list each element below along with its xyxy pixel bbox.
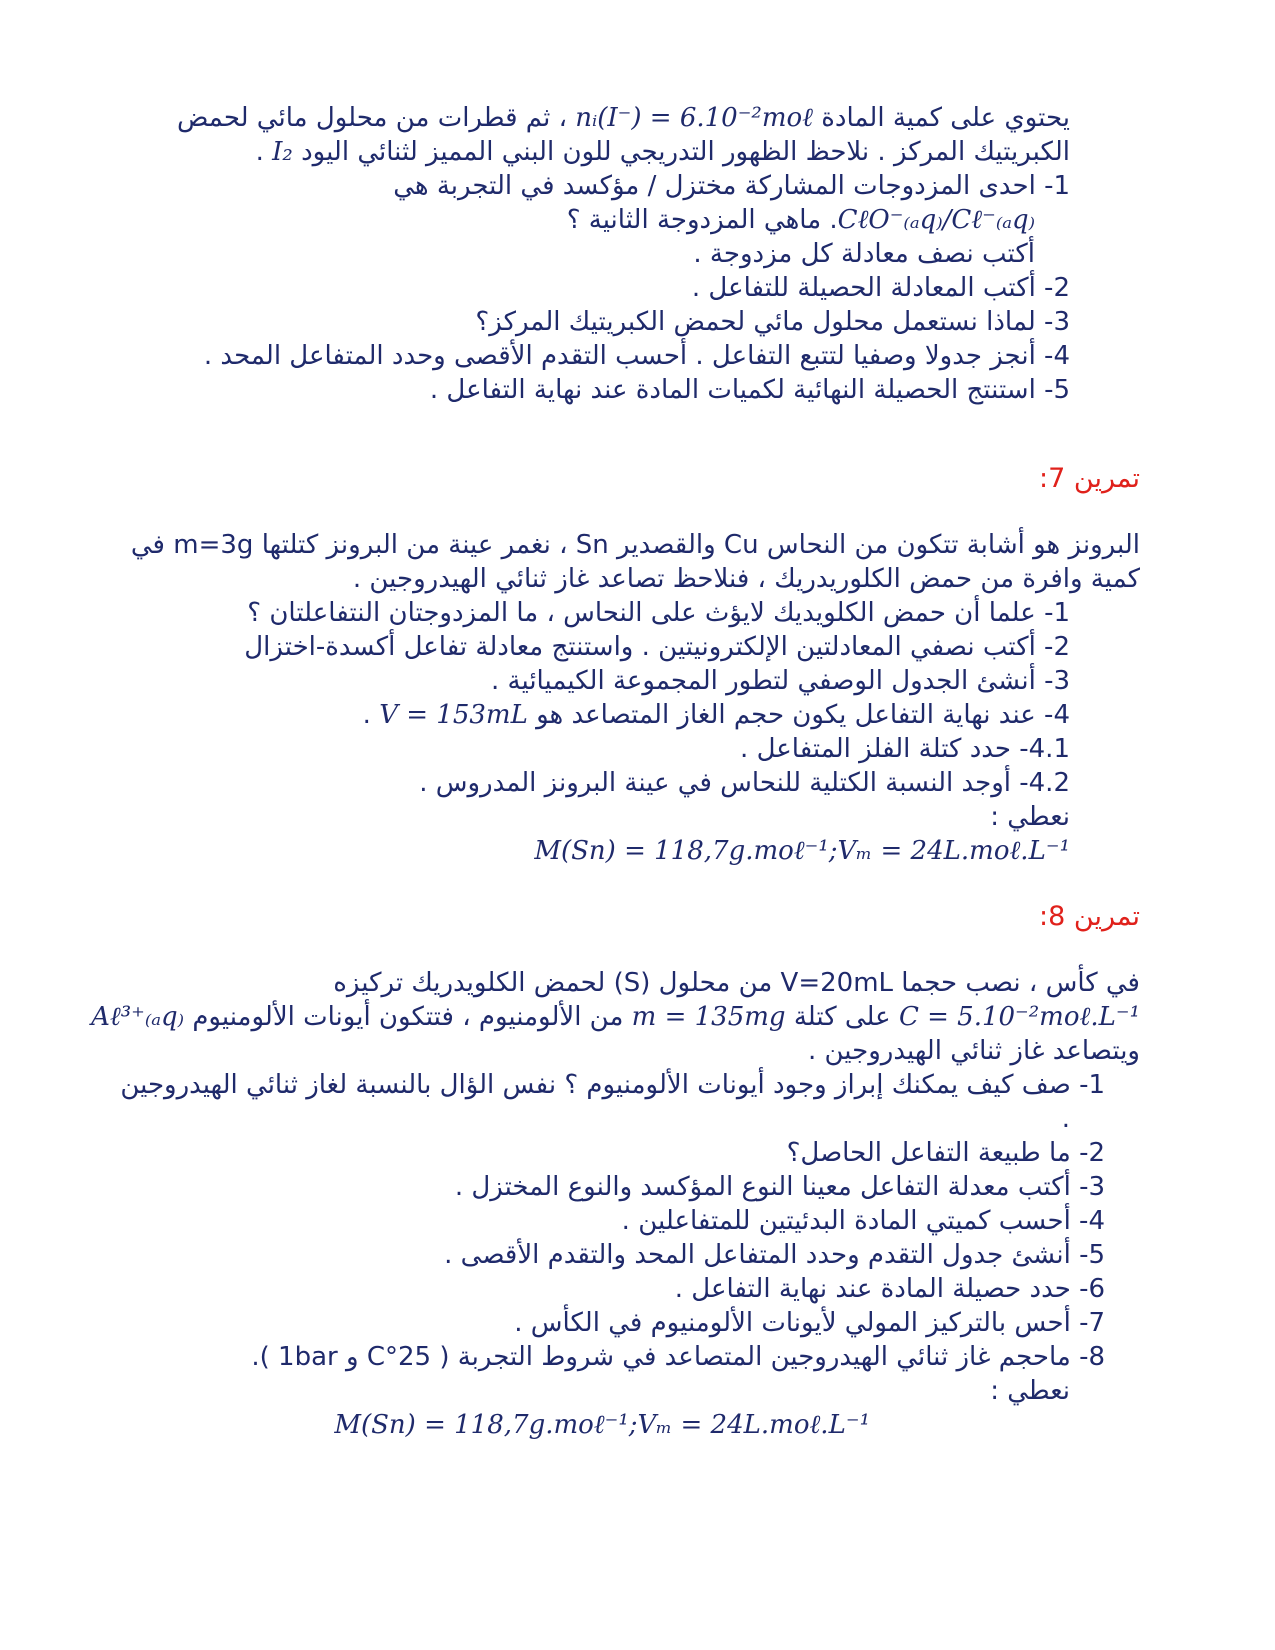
math-mass: m = 135mg xyxy=(631,1002,786,1032)
math-ex7-data: M(Sn) = 118,7g.moℓ⁻¹;Vₘ = 24L.moℓ.L⁻¹ xyxy=(534,836,1070,866)
ex8-given-line xyxy=(85,1408,1140,1442)
intro-q1-couple xyxy=(120,203,1070,237)
math-couple: CℓO⁻₍ₐq₎/Cℓ⁻₍ₐq₎ xyxy=(837,205,1035,235)
ex8-q4: 4- أحسب كميتي المادة البدئيتين للمتفاعلين . xyxy=(621,1206,1105,1236)
ex8-line-2 xyxy=(85,1000,1140,1034)
intro-text-couple: . ماهي المزدوجة الثانية ؟ xyxy=(566,205,838,235)
math-concentration: C = 5.10⁻²moℓ.L⁻¹ xyxy=(898,1002,1140,1032)
intro-q3: 3- لماذا نستعمل محلول مائي لحمض الكبريتيك المركز؟ xyxy=(475,307,1070,337)
intro-q4: 4- أنجز جدولا وصفيا لتتبع التفاعل . أحسب التقدم الأقصى وحدد المتفاعل المحد . xyxy=(203,341,1070,371)
math-ex8-data: M(Sn) = 118,7g.moℓ⁻¹;Vₘ = 24L.moℓ.L⁻¹ xyxy=(334,1410,870,1440)
ex8-q2: 2- ما طبيعة التفاعل الحاصل؟ xyxy=(786,1138,1105,1168)
ex8-q1: 1- صف كيف يمكنك إبراز وجود أيونات الألومنيوم ؟ نفس الؤال بالنسبة لغاز ثنائي الهيدروجين xyxy=(120,1070,1105,1100)
ex8-q6: 6- حدد حصيلة المادة عند نهاية التفاعل . xyxy=(674,1274,1105,1304)
ex7-q4-text: 4- عند نهاية التفاعل يكون حجم الغاز المتصاعد هو xyxy=(536,700,1070,730)
math-i2: I₂ xyxy=(272,137,293,167)
ex7-q42: 4.2- أوجد النسبة الكتلية للنحاس في عينة البرونز المدروس . xyxy=(419,768,1070,798)
ex8-given-label: نعطي : xyxy=(990,1376,1070,1406)
intro-line-1 xyxy=(120,101,1070,135)
ex8-q1-dot: . xyxy=(1061,1104,1070,1134)
ex7-q3: 3- أنشئ الجدول الوصفي لتطور المجموعة الكيميائية . xyxy=(491,666,1070,696)
ex8-q8: 8- ماحجم غاز ثنائي الهيدروجين المتصاعد في شروط التجربة ( 25°C و 1bar ). xyxy=(251,1342,1105,1372)
math-ni: nᵢ(I⁻) = 6.10⁻²moℓ xyxy=(575,103,813,133)
ex8-text-mass: على كتلة xyxy=(793,1002,891,1032)
intro-q1: 1- احدى المزدوجات المشاركة مختزل / مؤكسد في التجربة هي xyxy=(393,171,1070,201)
intro-text-2: الكبريتيك المركز . نلاحظ الظهور التدريجي للون البني المميز لثنائي اليود xyxy=(301,137,1070,167)
ex7-given-line xyxy=(100,834,1140,868)
exercise-8-heading xyxy=(100,900,1140,934)
ex8-text-al: من الألومنيوم ، فتتكون أيونات الألومنيوم xyxy=(192,1002,624,1032)
ex8-line-1: في كأس ، نصب حجما V=20mL من محلول (S) لحمض الكلويدريك تركيزه xyxy=(333,968,1140,998)
ex7-q41: 4.1- حدد كتلة الفلز المتفاعل . xyxy=(740,734,1070,764)
ex8-line-3: ويتصاعد غاز ثنائي الهيدروجين . xyxy=(807,1036,1140,1066)
exercise-7-title: تمرين 7: xyxy=(1039,463,1140,494)
exercise-7-section xyxy=(100,528,1140,868)
ex7-q2: 2- أكتب نصفي المعادلتين الإلكترونيتين . واستنتج معادلة تفاعل أكسدة-اختزال xyxy=(244,632,1070,662)
ex7-given-label: نعطي : xyxy=(990,802,1070,832)
intro-section xyxy=(120,101,1070,407)
exercise-7-heading xyxy=(100,462,1140,496)
intro-line-2: الكبريتيك المركز . نلاحظ الظهور التدريجي للون البني المميز لثنائي اليود I₂ . xyxy=(255,137,1070,167)
intro-q1b: أكتب نصف معادلة كل مزدوجة . xyxy=(693,239,1035,269)
intro-q5: 5- استنتج الحصيلة النهائية لكميات المادة عند نهاية التفاعل . xyxy=(429,375,1070,405)
ex7-line-1: البرونز هو أشابة تتكون من النحاس Cu والقصدير Sn ، نغمر عينة من البرونز كتلتها m=3g في xyxy=(130,530,1140,560)
ex7-line-2: كمية وافرة من حمض الكلوريدريك ، فنلاحظ تصاعد غاز ثنائي الهيدروجين . xyxy=(352,564,1140,594)
ex7-q4: 4- عند نهاية التفاعل يكون حجم الغاز المتصاعد هو V = 153mL . xyxy=(362,700,1070,730)
exercise-8-title: تمرين 8: xyxy=(1039,901,1140,932)
intro-text-1a: يحتوي على كمية المادة xyxy=(821,103,1070,133)
ex7-q1: 1- علما أن حمض الكلويديك لايؤث على النحاس ، ما المزدوجتان النتفاعلتان ؟ xyxy=(247,598,1070,628)
ex8-q7: 7- أحس بالتركيز المولي لأيونات الألومنيوم في الكأس . xyxy=(514,1308,1105,1338)
ex8-q5: 5- أنشئ جدول التقدم وحدد المتفاعل المحد والتقدم الأقصى . xyxy=(444,1240,1105,1270)
ex8-q3: 3- أكتب معدلة التفاعل معينا النوع المؤكسد والنوع المختزل . xyxy=(454,1172,1105,1202)
exercise-8-section xyxy=(85,966,1140,1442)
math-volume: V = 153mL xyxy=(379,700,528,730)
math-al-ion: Aℓ³⁺₍ₐq₎ xyxy=(91,1002,185,1032)
intro-q2: 2- أكتب المعادلة الحصيلة للتفاعل . xyxy=(691,273,1070,303)
intro-text-1b: ، ثم قطرات من محلول مائي لحمض xyxy=(176,103,567,133)
